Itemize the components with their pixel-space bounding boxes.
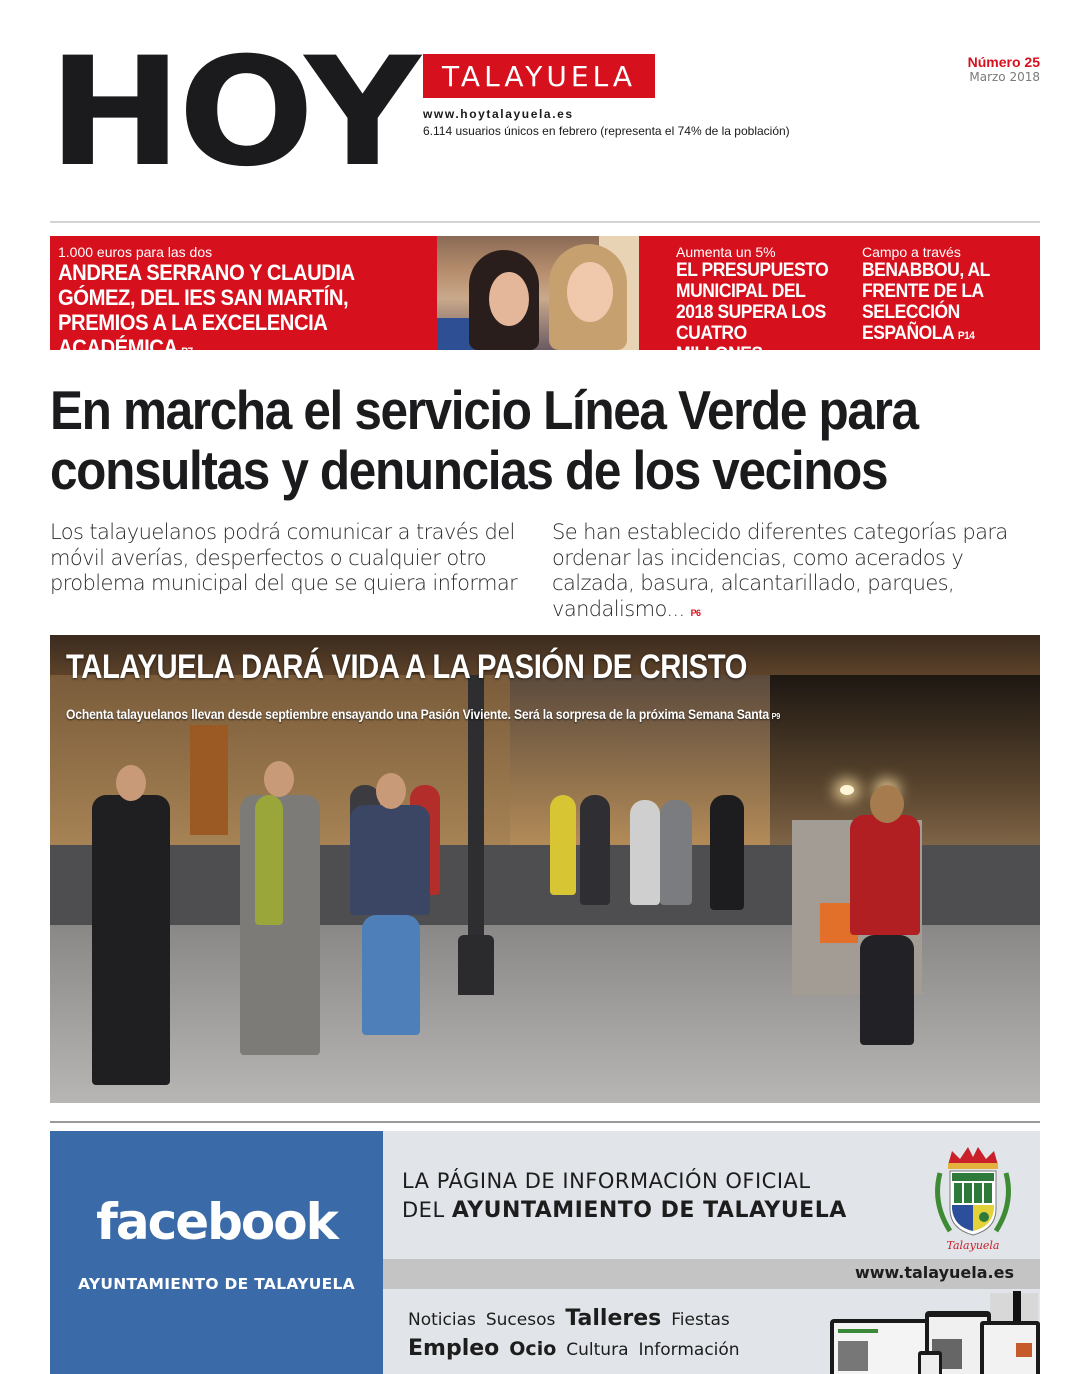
teaser-municipal-budget[interactable]	[676, 244, 856, 368]
ad-url[interactable]: www.talayuela.es	[854, 1263, 1014, 1282]
teaser-band	[50, 236, 1040, 365]
teaser-headline: ANDREA SERRANO Y CLAUDIA GÓMEZ, DEL IES SAN MARTÍN, PREMIOS A LA EXCELENCIA ACADÉMICA P7	[58, 260, 354, 360]
ad-tagline: LA PÁGINA DE INFORMACIÓN OFICIAL	[402, 1169, 811, 1193]
facebook-page-name: AYUNTAMIENTO DE TALAYUELA	[78, 1275, 355, 1293]
divider	[50, 1121, 1040, 1123]
main-headline[interactable]: En marcha el servicio Línea Verde para consultas y denuncias de los vecinos	[50, 379, 918, 501]
photo-passion-rehearsal[interactable]	[50, 635, 1040, 1103]
teaser-photo-students	[437, 236, 639, 350]
teaser-headline: EL PRESUPUESTO MUNICIPAL DEL 2018 SUPERA LOS CUATRO MILLONES P3	[676, 260, 829, 365]
tag-talleres: Talleres	[565, 1306, 662, 1331]
tag-sucesos: Sucesos	[485, 1310, 556, 1330]
page-ref: P9	[771, 712, 781, 721]
issue-date: Marzo 2018	[969, 70, 1040, 84]
edition-badge: TALAYUELA	[423, 54, 655, 98]
tag-fiestas: Fiestas	[671, 1310, 730, 1330]
facebook-panel[interactable]	[50, 1131, 383, 1374]
page-ref: P6	[690, 607, 701, 618]
site-url[interactable]: www.hoytalayuela.es	[423, 107, 574, 121]
audience-stat: 6.114 usuarios únicos en febrero (representa el 74% de la población)	[423, 124, 790, 138]
tag-ocio: Ocio	[509, 1338, 557, 1360]
facebook-logo: facebook	[96, 1193, 337, 1251]
teaser-headline: BENABBOU, AL FRENTE DE LA SELECCIÓN ESPAÑOLA P14	[862, 260, 990, 344]
deck-left: Los talayuelanos podrá comunicar a través del móvil averías, desperfectos o cualquier otro problema municipal del que se quiera informar	[50, 520, 518, 595]
tag-empleo: Empleo	[408, 1336, 500, 1361]
photo-subhead: Ochenta talayuelanos llevan desde septiembre ensayando una Pasión Viviente. Será la sorpresa de la próxima Semana Santa P9	[66, 707, 781, 722]
talayuela-crest-icon	[930, 1143, 1016, 1253]
page-ref: P14	[957, 330, 975, 342]
tag-informacion: Información	[638, 1340, 740, 1360]
svg-text:Talayuela: Talayuela	[946, 1239, 1000, 1252]
page-ref: P3	[766, 351, 778, 363]
issue-number: Número 25	[967, 54, 1040, 70]
ad-topic-tags	[408, 1306, 828, 1366]
teaser-excellence-awards[interactable]	[58, 244, 458, 365]
divider	[50, 221, 1040, 223]
hoy-logo: HOY	[48, 26, 417, 200]
teaser-kicker: Campo a través	[862, 244, 961, 260]
tag-noticias: Noticias	[408, 1310, 476, 1330]
teaser-kicker: Aumenta un 5%	[676, 244, 776, 260]
teaser-kicker: 1.000 euros para las dos	[58, 244, 213, 260]
page-ref: P7	[181, 346, 193, 358]
ad-tagline-2: DEL AYUNTAMIENTO DE TALAYUELA	[402, 1198, 847, 1223]
devices-mockup-icon	[830, 1291, 1040, 1374]
tag-cultura: Cultura	[566, 1340, 629, 1360]
teaser-cross-country[interactable]	[862, 244, 1037, 347]
photo-headline: TALAYUELA DARÁ VIDA A LA PASIÓN DE CRISTO	[66, 648, 747, 686]
ad-url-bar	[383, 1259, 1040, 1289]
ad-facebook-ayuntamiento[interactable]	[50, 1131, 1040, 1374]
deck-right: Se han establecido diferentes categorías para ordenar las incidencias, como acerados y calzada, basura, alcantarillado, parques, vandalismo... P6	[552, 520, 1008, 621]
